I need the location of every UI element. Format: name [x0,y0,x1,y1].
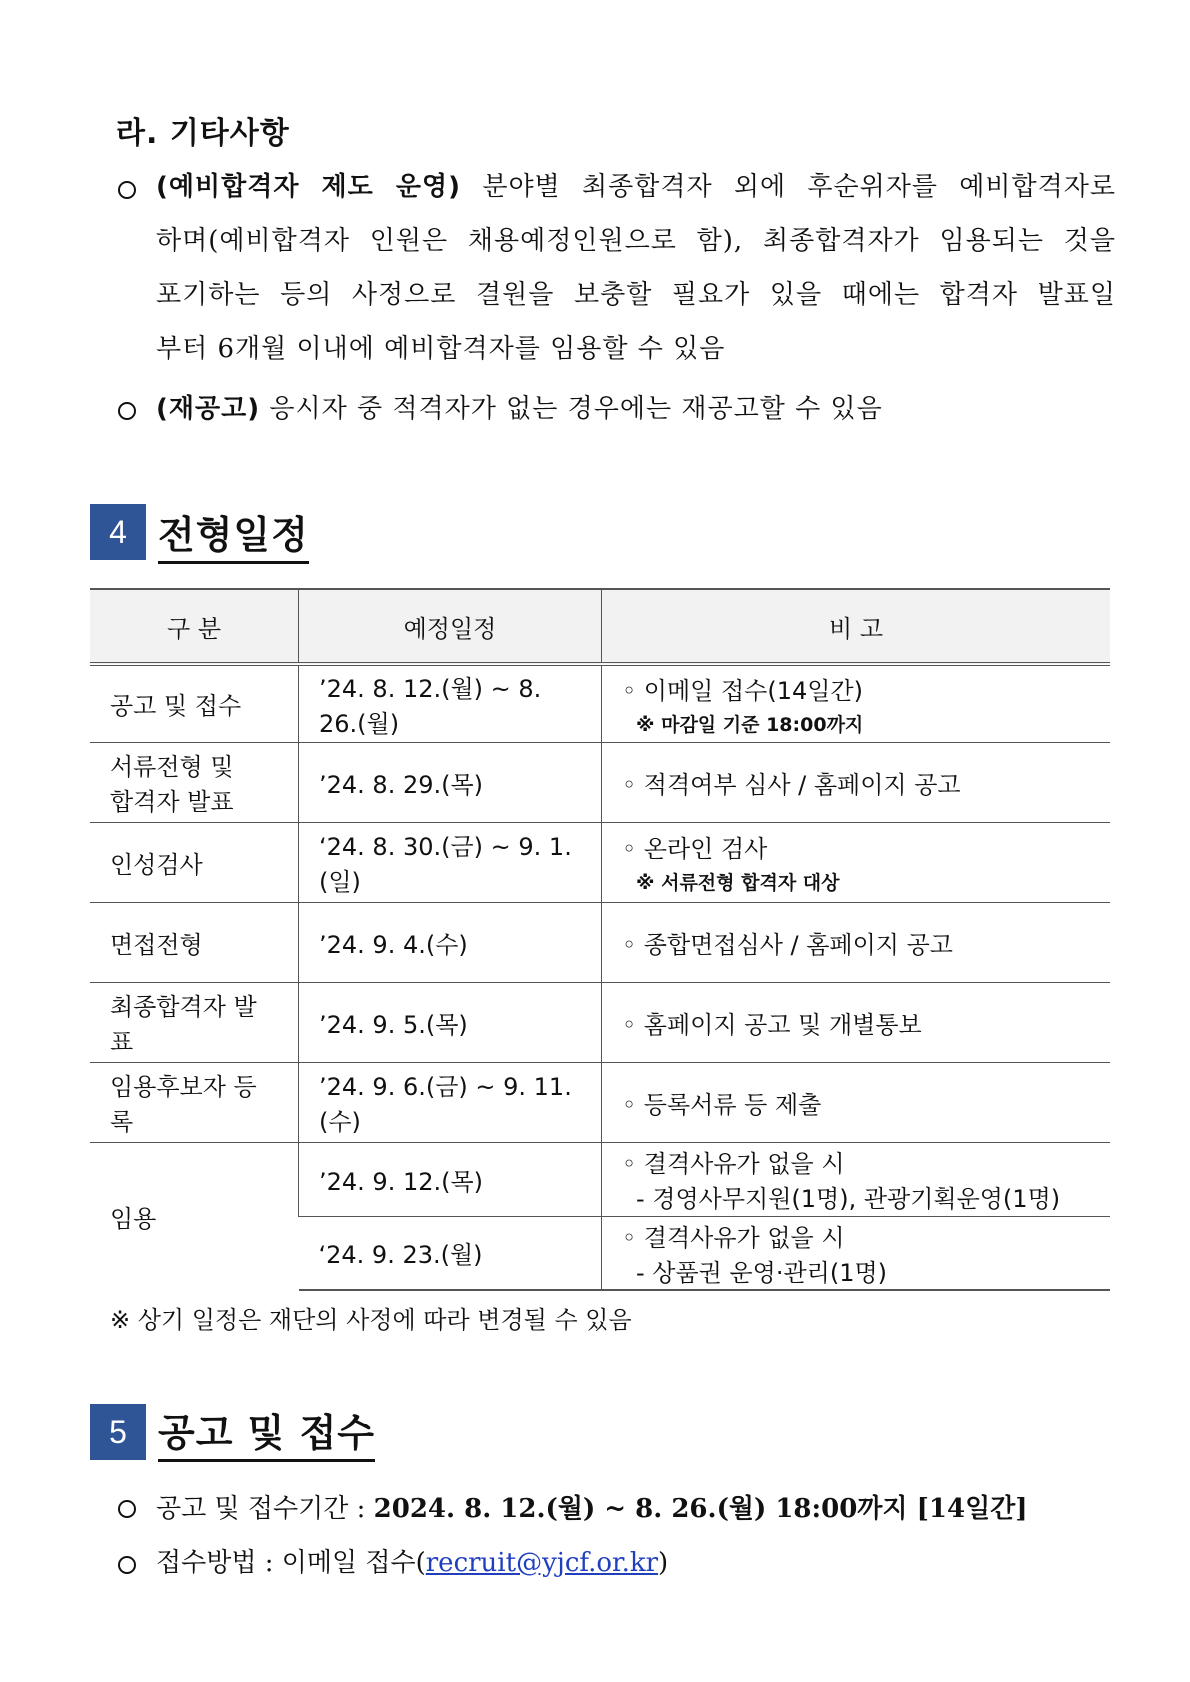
table-row [90,902,1110,982]
note-remark: ※ 마감일 기준 18:00까지 [636,713,864,736]
row-note [602,664,1111,742]
section-5-number: 5 [90,1404,146,1460]
reserve-label: (예비합격자 제도 운영) [156,172,462,202]
note-sub: - 경영사무지원(1명), 관광기획운영(1명) [636,1185,1061,1213]
method-close: ) [658,1548,669,1578]
email-link[interactable]: recruit@yjcf.or.kr [425,1548,659,1578]
table-row [90,1062,1110,1142]
period-label: 공고 및 접수기간 : [156,1494,366,1524]
header-date: 예정일정 [299,589,602,664]
row-date: ’24. 9. 12.(목) [299,1142,602,1216]
re-announce-label: (재공고) [156,394,261,424]
table-header-row [90,589,1110,664]
row-note [602,1216,1111,1290]
bullet-circle-icon [118,1500,136,1518]
row-date: ‘24. 9. 23.(월) [299,1216,602,1290]
note-main: ◦ 이메일 접수(14일간) [622,676,863,705]
row-category: 임용후보자 등록 [90,1062,299,1142]
row-date: ’24. 8. 12.(월) ~ 8. 26.(월) [299,664,602,742]
row-note: ◦ 홈페이지 공고 및 개별통보 [602,982,1111,1062]
period-value: 2024. 8. 12.(월) ~ 8. 26.(월) 18:00까지 [14일간] [373,1494,1028,1524]
method-label: 접수방법 : 이메일 접수( [156,1548,426,1578]
row-note: ◦ 등록서류 등 제출 [602,1062,1111,1142]
bullet-circle-icon [118,181,136,199]
bullet-circle-icon [118,402,136,420]
section-5-title: 공고 및 접수 [158,1402,375,1462]
row-category: 공고 및 접수 [90,664,299,742]
row-note [602,822,1111,902]
reserve-line-3: 포기하는 등의 사정으로 결원을 보충할 필요가 있을 때에는 합격자 발표일 [156,280,1116,310]
section-4-number: 4 [90,504,146,560]
application-period [156,1488,1028,1525]
table-row [90,982,1110,1062]
table-row [90,664,1110,742]
re-announce-text: 응시자 중 적격자가 없는 경우에는 재공고할 수 있음 [269,394,883,424]
reserve-line-1: 분야별 최종합격자 외에 후순위자를 예비합격자로 [482,172,1117,202]
row-date: ‘24. 8. 30.(금) ~ 9. 1.(일) [299,822,602,902]
header-note: 비 고 [602,589,1111,664]
schedule-remark: ※ 상기 일정은 재단의 사정에 따라 변경될 수 있음 [110,1306,632,1334]
note-sub: - 상품권 운영·관리(1명) [636,1258,888,1287]
section-4-title: 전형일정 [158,504,309,564]
category-line-1: 서류전형 및 [110,753,234,781]
row-category [90,742,299,822]
row-category: 최종합격자 발표 [90,982,299,1062]
row-note [602,1142,1111,1216]
table-row [90,1142,1110,1216]
re-announce-paragraph [156,382,1116,436]
section-ra-title: 라. 기타사항 [116,116,290,151]
row-category: 면접전형 [90,902,299,982]
row-note: ◦ 종합면접심사 / 홈페이지 공고 [602,902,1111,982]
schedule-table [90,588,1110,1291]
category-line-2: 합격자 발표 [110,788,234,816]
bullet-circle-icon [118,1556,136,1574]
table-row [90,742,1110,822]
row-date: ’24. 8. 29.(목) [299,742,602,822]
row-date: ’24. 9. 4.(수) [299,902,602,982]
row-category: 임용 [90,1142,299,1290]
reserve-candidate-paragraph [156,160,1116,214]
reserve-line-4: 부터 6개월 이내에 예비합격자를 임용할 수 있음 [156,334,726,364]
row-note: ◦ 적격여부 심사 / 홈페이지 공고 [602,742,1111,822]
reserve-line-2: 하며(예비합격자 인원은 채용예정인원으로 함), 최종합격자가 임용되는 것을 [156,226,1116,256]
row-date: ’24. 9. 5.(목) [299,982,602,1062]
row-date: ’24. 9. 6.(금) ~ 9. 11.(수) [299,1062,602,1142]
application-method [156,1542,668,1579]
row-category: 인성검사 [90,822,299,902]
table-row [90,822,1110,902]
note-remark: ※ 서류전형 합격자 대상 [636,872,840,894]
note-main: ◦ 결격사유가 없을 시 [622,1223,845,1252]
header-category: 구 분 [90,589,299,664]
note-main: ◦ 결격사유가 없을 시 [622,1150,845,1178]
note-main: ◦ 온라인 검사 [622,835,768,863]
